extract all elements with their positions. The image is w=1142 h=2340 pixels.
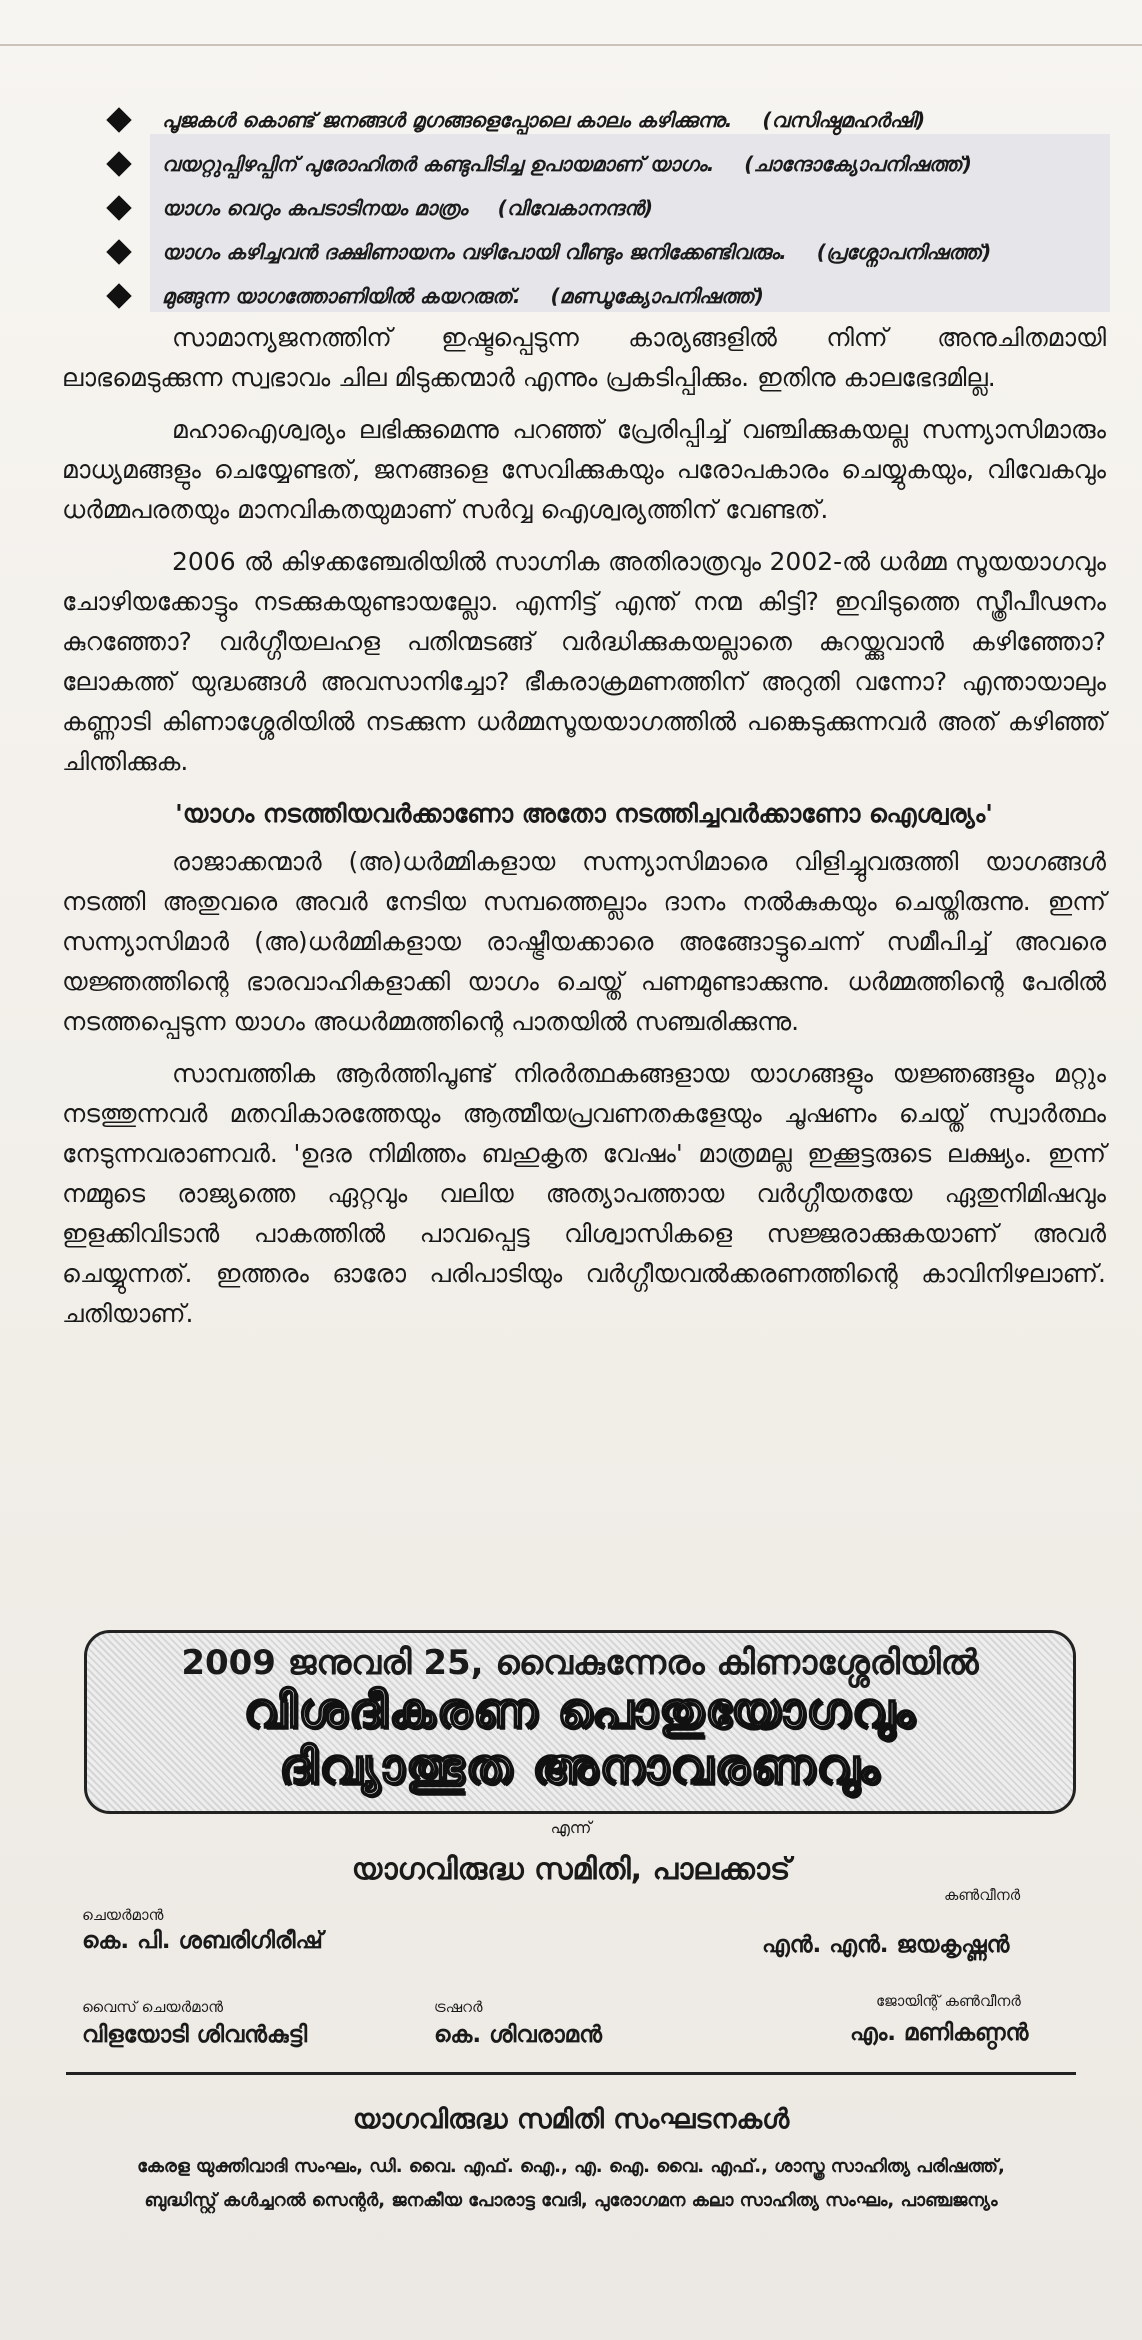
signoff-label: എന്ന്	[550, 1818, 592, 1837]
quote-item	[110, 98, 1110, 142]
diamond-bullet-icon	[106, 107, 131, 132]
top-divider	[0, 44, 1142, 46]
quote-item	[110, 274, 1110, 318]
chairman-name: കെ. പി. ശബരിഗിരീഷ്	[82, 1928, 323, 1954]
quote-source: (വിവേകാനന്ദൻ)	[497, 196, 653, 220]
quote-source: (ചാന്ദോക്യോപനിഷത്ത്)	[744, 152, 972, 176]
paragraph: സാമ്പത്തിക ആർത്തിപൂണ്ട് നിരർത്ഥകങ്ങളായ യാഗങ്ങളും യജ്ഞങ്ങളും മറ്റും നടത്തുന്നവർ മതവികാരത്തേയും ആത്മീയപ്രവണതകളേയും ചൂഷണം ചെയ്ത് സ്വാർത്ഥം നേടുന്നവരാണവർ. 'ഉദര നിമിത്തം ബഹുകൃത വേഷം' മാത്രമല്ല ഇക്കൂട്ടരുടെ ലക്ഷ്യം. ഇന്ന് നമ്മുടെ രാജ്യത്തെ ഏറ്റവും വലിയ അത്യാപത്തായ വർഗ്ഗീയതയേ ഏതുനിമിഷവും ഇളക്കിവിടാൻ പാകത്തിൽ പാവപ്പെട്ട വിശ്വാസികളെ സജ്ജരാക്കുകയാണ് അവർ ചെയ്യുന്നത്. ഇത്തരം ഓരോ പരിപാടിയും വർഗ്ഗീയവൽക്കരണത്തിന്റെ കാവിനിഴലാണ്. ചതിയാണ്.	[62, 1059, 1106, 1328]
quote-text: മുങ്ങുന്ന യാഗത്തോണിയിൽ കയറരുത്.	[162, 284, 521, 308]
paragraph: മഹാഐശ്വര്യം ലഭിക്കുമെന്നു പറഞ്ഞ് പ്രേരിപ്പിച്ച് വഞ്ചിക്കുകയല്ല സന്ന്യാസിമാരും മാധ്യമങ്ങളും ചെയ്യേണ്ടത്, ജനങ്ങളെ സേവിക്കുകയും പരോപകാരം ചെയ്യുകയും, വിവേകവും ധർമ്മപരതയും മാനവികതയുമാണ് സർവ്വ ഐശ്വര്യത്തിന് വേണ്ടത്.	[62, 415, 1106, 524]
diamond-bullet-icon	[106, 239, 131, 264]
quote-source: (പ്രശ്നോപനിഷത്ത്)	[816, 240, 992, 264]
footer-divider	[66, 2072, 1076, 2075]
chairman-role: ചെയർമാൻ	[82, 1906, 164, 1924]
quote-text: യാഗം കഴിച്ചവൻ ദക്ഷിണായനം വഴിപോയി വീണ്ടും ജനിക്കേണ്ടിവരും.	[162, 240, 787, 264]
paragraph: 2006 ൽ കിഴക്കഞ്ചേരിയിൽ സാഗ്നിക അതിരാത്രവും 2002-ൽ ധർമ്മ സൂയയാഗവും ചോഴിയക്കോട്ടും നടക്കുകയുണ്ടായല്ലോ. എന്നിട്ട് എന്ത് നന്മ കിട്ടി? ഇവിടുത്തെ സ്ത്രീപീഢനം കുറഞ്ഞോ? വർഗ്ഗീയലഹള പതിന്മടങ്ങ് വർദ്ധിക്കുകയല്ലാതെ കുറയ്ക്കുവാൻ കഴിഞ്ഞോ? ലോകത്ത് യുദ്ധങ്ങൾ അവസാനിച്ചോ? ഭീകരാക്രമണത്തിന് അറുതി വന്നോ? എന്തായാലും കണ്ണാടി കിണാശ്ശേരിയിൽ നടക്കുന്ന ധർമ്മസൂയയാഗത്തിൽ പങ്കെടുക്കുന്നവർ അത് കഴിഞ്ഞ് ചിന്തിക്കുക.	[62, 547, 1106, 776]
convener-role: കൺവീനർ	[944, 1886, 1021, 1904]
event-title-line: വിശദീകരണ പൊതുയോഗവും	[243, 1683, 917, 1739]
treasurer-name: കെ. ശിവരാമൻ	[434, 2022, 602, 2048]
event-date-line: 2009 ജനുവരി 25, വൈകുന്നേരം കിണാശ്ശേരിയിൽ	[181, 1643, 979, 1683]
quote-item	[110, 186, 1110, 230]
paragraph: രാജാക്കന്മാർ (അ)ധർമ്മികളായ സന്ന്യാസിമാരെ വിളിച്ചുവരുത്തി യാഗങ്ങൾ നടത്തി അതുവരെ അവർ നേടിയ സമ്പത്തെല്ലാം ദാനം നൽകുകയും ചെയ്തിരുന്നു. ഇന്ന് സന്ന്യാസിമാർ (അ)ധർമ്മികളായ രാഷ്ട്രീയക്കാരെ അങ്ങോട്ടുചെന്ന് സമീപിച്ച് അവരെ യജ്ഞത്തിന്റെ ഭാരവാഹികളാക്കി യാഗം ചെയ്ത് പണമുണ്ടാക്കുന്നു. ധർമ്മത്തിന്റെ പേരിൽ നടത്തപ്പെടുന്ന യാഗം അധർമ്മത്തിന്റെ പാതയിൽ സഞ്ചരിക്കുന്നു.	[62, 847, 1106, 1036]
quote-source: (മണ്ഡൂക്യോപനിഷത്ത്)	[550, 284, 764, 308]
paragraph: സാമാന്യജനത്തിന് ഇഷ്ടപ്പെടുന്ന കാര്യങ്ങളിൽ നിന്ന് അനുചിതമായി ലാഭമെടുക്കുന്ന സ്വഭാവം ചില മിടുക്കന്മാർ എന്നും പ്രകടിപ്പിക്കും. ഇതിനു കാലഭേദമില്ല.	[62, 323, 1106, 392]
vice-chairman-role: വൈസ് ചെയർമാൻ	[82, 1998, 224, 2016]
joint-convener-role: ജോയിന്റ് കൺവീനർ	[876, 1992, 1021, 2010]
quote-text: വയറ്റുപ്പിഴപ്പിന് പുരോഹിതർ കണ്ടുപിടിച്ച ഉപായമാണ് യാഗം.	[162, 152, 715, 176]
quote-item	[110, 230, 1110, 274]
quote-text: പൂജകൾ കൊണ്ട് ജനങ്ങൾ മൃഗങ്ങളെപ്പോലെ കാലം കഴിക്കുന്നു.	[162, 108, 733, 132]
diamond-bullet-icon	[106, 195, 131, 220]
quote-source: (വസിഷ്ഠമഹർഷി)	[762, 108, 926, 132]
convener-name: എൻ. എൻ. ജയകൃഷ്ണൻ	[762, 1932, 1010, 1958]
diamond-bullet-icon	[106, 151, 131, 176]
organizations-line: ബുദ്ധിസ്റ്റ് കൾച്ചറൽ സെന്റർ, ജനകീയ പോരാട്ട വേദി, പുരോഗമന കലാ സാഹിത്യ സംഘം, പാഞ്ചജന്യം	[144, 2190, 998, 2211]
treasurer-role: ട്രഷറർ	[434, 1998, 483, 2016]
organizations-line: കേരള യുക്തിവാദി സംഘം, ഡി. വൈ. എഫ്. ഐ., എ. ഐ. വൈ. എഫ്., ശാസ്ത്ര സാഹിത്യ പരിഷത്ത്,	[137, 2156, 1005, 2177]
event-announcement-box	[84, 1630, 1076, 1814]
organizations-title: യാഗവിരുദ്ധ സമിതി സംഘടനകൾ	[352, 2104, 790, 2135]
committee-name: യാഗവിരുദ്ധ സമിതി, പാലക്കാട്	[351, 1852, 791, 1887]
quote-text: യാഗം വെറും കപടാടിനയം മാത്രം	[162, 196, 468, 220]
quotes-list	[110, 98, 1110, 318]
event-subtitle-line: ദിവ്യാത്ഭുത അനാവരണവും	[279, 1739, 881, 1795]
quote-item	[110, 142, 1110, 186]
vice-chairman-name: വിളയോടി ശിവൻകുട്ടി	[82, 2022, 308, 2048]
body-text	[62, 318, 1106, 1346]
diamond-bullet-icon	[106, 283, 131, 308]
section-subheading: 'യാഗം നടത്തിയവർക്കാണോ അതോ നടത്തിച്ചവർക്കാണോ ഐശ്വര്യം'	[175, 799, 993, 828]
joint-convener-name: എം. മണികണ്ഠൻ	[850, 2020, 1029, 2046]
